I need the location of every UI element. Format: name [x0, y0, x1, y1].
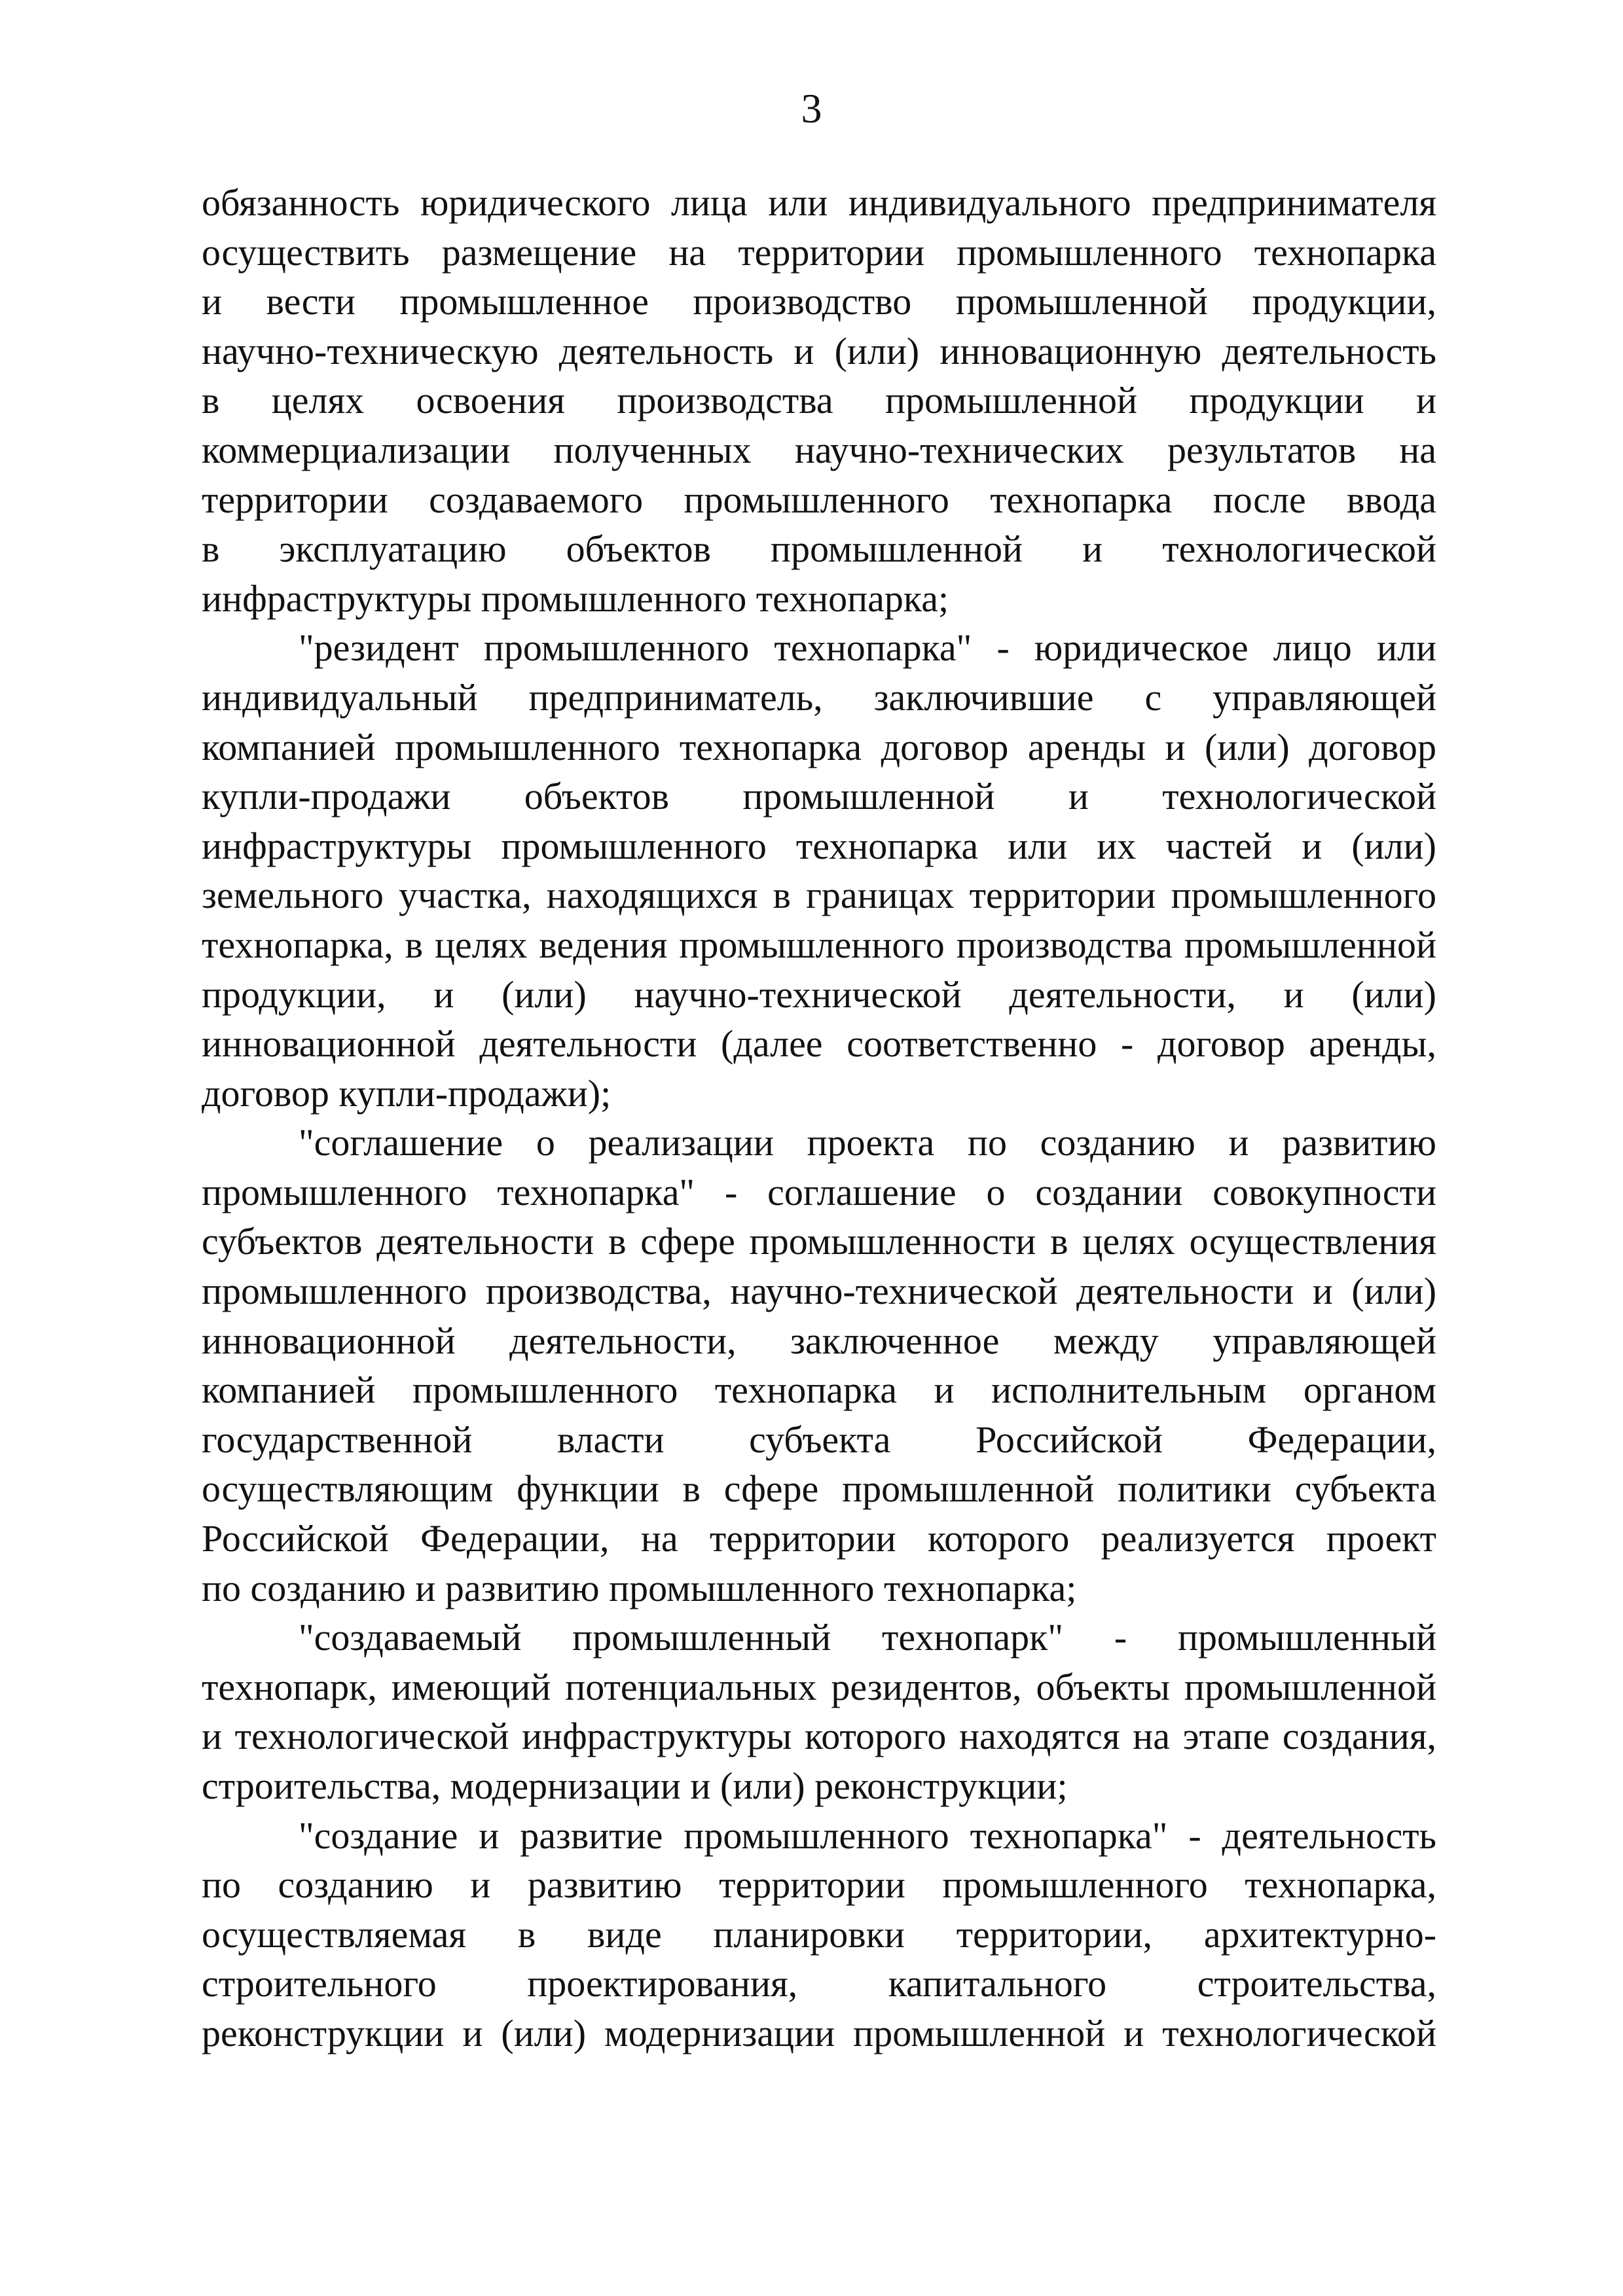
text-line: территории создаваемого промышленного технопарка после ввода: [202, 478, 1436, 521]
text-line: промышленного технопарка" - соглашение о создании совокупности: [202, 1170, 1436, 1213]
paragraph-resident-definition: [202, 623, 1436, 1118]
text-line: инновационной деятельности (далее соответственно - договор аренды,: [202, 1022, 1437, 1066]
text-line: земельного участка, находящихся в границах территории промышленного: [202, 874, 1436, 917]
text-line: "создание и развитие промышленного технопарка" - деятельность: [299, 1814, 1436, 1857]
text-line: коммерциализации полученных научно-технических результатов на: [202, 428, 1437, 471]
paragraph-industrial-park-obligation: [202, 178, 1436, 623]
text-line: в целях освоения производства промышленной продукции и: [202, 379, 1437, 422]
text-line: индивидуальный предприниматель, заключившие с управляющей: [202, 675, 1436, 719]
text-line: реконструкции и (или) модернизации промышленной и технологической: [202, 2011, 1436, 2054]
text-line: субъектов деятельности в сфере промышленности в целях осуществления: [202, 1220, 1436, 1263]
text-line: обязанность юридического лица или индивидуального предпринимателя: [202, 181, 1437, 224]
text-line: компанией промышленного технопарка договор аренды и (или) договор: [202, 725, 1436, 768]
text-line: строительного проектирования, капитального строительства,: [202, 1962, 1436, 2005]
text-line: технопарк, имеющий потенциальных резидентов, объекты промышленной: [202, 1665, 1436, 1708]
text-line: инновационной деятельности, заключенное между управляющей: [202, 1319, 1437, 1362]
text-line: инфраструктуры промышленного технопарка;: [202, 577, 949, 620]
text-line: промышленного производства, научно-технической деятельности и (или): [202, 1270, 1437, 1313]
text-line: купли-продажи объектов промышленной и технологической: [202, 775, 1436, 818]
text-line: по созданию и развитию промышленного технопарка;: [202, 1566, 1077, 1609]
text-line: научно-техническую деятельность и (или) инновационную деятельность: [202, 329, 1436, 372]
text-line: инфраструктуры промышленного технопарка или их частей и (или): [202, 824, 1436, 867]
text-line: Российской Федерации, на территории которого реализуется проект: [202, 1517, 1436, 1560]
text-line: "создаваемый промышленный технопарк" - промышленный: [299, 1616, 1436, 1659]
text-line: осуществляемая в виде планировки территории, архитектурно-: [202, 1912, 1437, 1956]
page-number: 3: [801, 85, 822, 132]
paragraph-created-park-definition: [202, 1613, 1436, 1810]
text-line: по созданию и развитию территории промышленного технопарка,: [202, 1863, 1436, 1907]
text-line: "резидент промышленного технопарка" - юридическое лицо или: [299, 626, 1436, 670]
text-line: государственной власти субъекта Российской Федерации,: [202, 1418, 1436, 1461]
text-line: и технологической инфраструктуры которого находятся на этапе создания,: [202, 1715, 1436, 1758]
text-line: компанией промышленного технопарка и исполнительным органом: [202, 1369, 1436, 1412]
document-body: [202, 178, 1436, 2058]
text-line: и вести промышленное производство промышленной продукции,: [202, 280, 1436, 323]
text-line: строительства, модернизации и (или) реконструкции;: [202, 1765, 1068, 1807]
text-line: в эксплуатацию объектов промышленной и технологической: [202, 528, 1437, 571]
text-line: продукции, и (или) научно-технической деятельности, и (или): [202, 973, 1436, 1016]
text-line: "соглашение о реализации проекта по созданию и развитию: [299, 1121, 1436, 1164]
paragraph-creation-development-definition: [202, 1811, 1436, 2058]
paragraph-agreement-definition: [202, 1118, 1436, 1613]
text-line: технопарка, в целях ведения промышленного производства промышленной: [202, 923, 1436, 966]
text-line: осуществить размещение на территории промышленного технопарка: [202, 230, 1436, 274]
text-line: осуществляющим функции в сфере промышленной политики субъекта: [202, 1467, 1436, 1511]
text-line: договор купли-продажи);: [202, 1071, 611, 1115]
